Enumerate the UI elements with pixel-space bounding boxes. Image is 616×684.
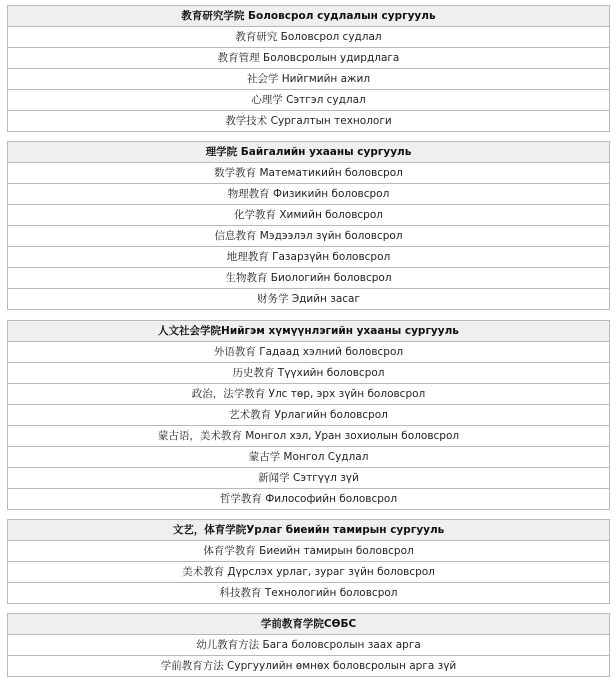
program-cell: 教育研究 Боловсрол судлал: [8, 27, 610, 48]
program-cell: 科技教育 Технологийн боловсрол: [8, 583, 610, 604]
section-title: 教育研究学院 Боловсрол судлалын сургууль: [8, 6, 610, 27]
table-row: [8, 489, 610, 510]
program-cell: 体育学教育 Биеийн тамирын боловсрол: [8, 541, 610, 562]
table-row: [8, 48, 610, 69]
section-header: [8, 6, 610, 27]
table-row: [8, 405, 610, 426]
table-row: [8, 289, 610, 310]
table-row: [8, 541, 610, 562]
program-cell: 生物教育 Биологийн боловсрол: [8, 268, 610, 289]
section-header: [8, 614, 610, 635]
section-title: 文艺，体育学院Урлаг биеийн тамирын сургууль: [8, 520, 610, 541]
table-row: [8, 635, 610, 656]
section-header: [8, 142, 610, 163]
program-cell: 信息教育 Мэдээлэл зүйн боловсрол: [8, 226, 610, 247]
section-title: 理学院 Байгалийн ухааны сургууль: [8, 142, 610, 163]
program-cell: 蒙古语，美术教育 Монгол хэл, Уран зохиолын боловсрол: [8, 426, 610, 447]
table-row: [8, 226, 610, 247]
section-header: [8, 520, 610, 541]
program-cell: 化学教育 Химийн боловсрол: [8, 205, 610, 226]
table-row: [8, 447, 610, 468]
table-row: [8, 184, 610, 205]
program-cell: 政治，法学教育 Улс төр, эрх зүйн боловсрол: [8, 384, 610, 405]
section-table: [7, 5, 610, 132]
program-cell: 历史教育 Түүхийн боловсрол: [8, 363, 610, 384]
section-title: 人文社会学院Нийгэм хүмүүнлэгийн ухааны сургууль: [8, 321, 610, 342]
table-row: [8, 205, 610, 226]
table-row: [8, 656, 610, 677]
program-cell: 新闻学 Сэтгүүл зүй: [8, 468, 610, 489]
section-header: [8, 321, 610, 342]
section-table: [7, 320, 610, 510]
table-row: [8, 384, 610, 405]
table-row: [8, 163, 610, 184]
program-cell: 财务学 Эдийн засаг: [8, 289, 610, 310]
table-row: [8, 247, 610, 268]
section-table: [7, 519, 610, 604]
table-row: [8, 468, 610, 489]
table-row: [8, 342, 610, 363]
program-cell: 社会学 Нийгмийн ажил: [8, 69, 610, 90]
section-title: 学前教育学院СӨБС: [8, 614, 610, 635]
program-cell: 心理学 Сэтгэл судлал: [8, 90, 610, 111]
table-row: [8, 27, 610, 48]
program-cell: 幼儿教育方法 Бага боловсролын заах арга: [8, 635, 610, 656]
table-row: [8, 562, 610, 583]
table-row: [8, 426, 610, 447]
program-cell: 哲学教育 Философийн боловсрол: [8, 489, 610, 510]
section-table: [7, 613, 610, 677]
program-cell: 教学技术 Сургалтын технологи: [8, 111, 610, 132]
program-cell: 艺术教育 Урлагийн боловсрол: [8, 405, 610, 426]
program-cell: 学前教育方法 Сургуулийн өмнөх боловсролын арга зүй: [8, 656, 610, 677]
program-cell: 蒙古学 Монгол Судлал: [8, 447, 610, 468]
table-row: [8, 268, 610, 289]
table-row: [8, 69, 610, 90]
program-cell: 美术教育 Дүрслэх урлаг, зураг зүйн боловсрол: [8, 562, 610, 583]
table-row: [8, 90, 610, 111]
program-cell: 数学教育 Математикийн боловсрол: [8, 163, 610, 184]
program-cell: 地理教育 Газарзүйн боловсрол: [8, 247, 610, 268]
program-cell: 外语教育 Гадаад хэлний боловсрол: [8, 342, 610, 363]
program-cell: 物理教育 Физикийн боловсрол: [8, 184, 610, 205]
table-row: [8, 111, 610, 132]
section-table: [7, 141, 610, 310]
program-cell: 教育管理 Боловсролын удирдлага: [8, 48, 610, 69]
table-row: [8, 363, 610, 384]
table-row: [8, 583, 610, 604]
